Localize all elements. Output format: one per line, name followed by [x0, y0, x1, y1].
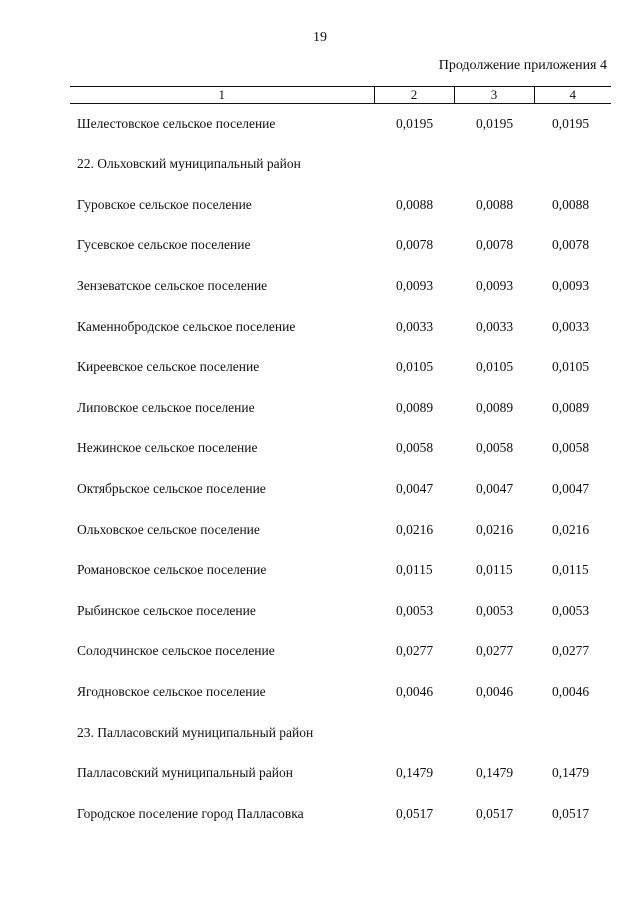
value-column-2: 0,1479: [396, 765, 434, 781]
settlement-name: Романовское сельское поселение: [77, 562, 267, 578]
value-column-2: 0,0277: [396, 643, 434, 659]
table-row: [70, 794, 611, 835]
settlement-name: Киреевское сельское поселение: [77, 359, 260, 375]
value-column-4: 0,0053: [552, 602, 590, 618]
section-heading: 23. Палласовский муниципальный район: [77, 724, 314, 740]
value-column-4: 0,0093: [552, 278, 590, 294]
value-column-2: 0,0033: [396, 318, 434, 334]
section-heading-row: [70, 144, 611, 185]
column-header-1: 1: [70, 87, 374, 104]
value-column-3: 0,0115: [476, 562, 513, 578]
value-column-3: 0,0053: [476, 602, 514, 618]
value-column-4: 0,0216: [552, 521, 590, 537]
table-row: [70, 185, 611, 226]
table-body: [70, 104, 611, 835]
value-column-2: 0,0216: [396, 521, 434, 537]
settlement-name: Палласовский муниципальный район: [77, 765, 293, 781]
value-column-2: 0,0058: [396, 440, 434, 456]
value-column-4: 0,0047: [552, 481, 590, 497]
table-row: [70, 753, 611, 794]
settlement-name: Нежинское сельское поселение: [77, 440, 258, 456]
table-row: [70, 631, 611, 672]
value-column-3: 0,0517: [476, 805, 514, 821]
value-column-4: 0,0088: [552, 196, 590, 212]
table-row: [70, 428, 611, 469]
value-column-3: 0,0277: [476, 643, 514, 659]
allocation-table: [70, 86, 611, 834]
value-column-2: 0,0047: [396, 481, 434, 497]
settlement-name: Каменнобродское сельское поселение: [77, 318, 296, 334]
value-column-4: 0,0115: [552, 562, 589, 578]
value-column-4: 0,0277: [552, 643, 590, 659]
table-row: [70, 550, 611, 591]
value-column-4: 0,0517: [552, 805, 590, 821]
table-row: [70, 672, 611, 713]
value-column-4: 0,0078: [552, 237, 590, 253]
value-column-3: 0,0195: [476, 116, 514, 131]
value-column-3: 0,0088: [476, 196, 514, 212]
settlement-name: Ольховское сельское поселение: [77, 521, 260, 537]
value-column-2: 0,0053: [396, 602, 434, 618]
value-column-3: 0,0058: [476, 440, 514, 456]
settlement-name: Октябрьское сельское поселение: [77, 481, 266, 497]
table-row: [70, 266, 611, 307]
value-column-4: 0,0089: [552, 399, 590, 415]
value-column-4: 0,0033: [552, 318, 590, 334]
value-column-3: 0,1479: [476, 765, 514, 781]
page-number: 19: [313, 30, 327, 45]
value-column-2: 0,0517: [396, 805, 434, 821]
table-row: [70, 388, 611, 429]
continuation-label: Продолжение приложения 4: [438, 58, 607, 73]
settlement-name: Липовское сельское поселение: [77, 399, 255, 415]
settlement-name: Гусевское сельское поселение: [77, 237, 251, 253]
value-column-3: 0,0089: [476, 399, 514, 415]
value-column-3: 0,0033: [476, 318, 514, 334]
section-heading-row: [70, 712, 611, 753]
value-column-4: 0,0195: [552, 116, 590, 131]
table-row: [70, 306, 611, 347]
value-column-2: 0,0046: [396, 684, 434, 700]
value-column-4: 0,0105: [552, 359, 590, 375]
table-row: [70, 591, 611, 632]
settlement-name: Рыбинское сельское поселение: [77, 602, 256, 618]
value-column-3: 0,0105: [476, 359, 514, 375]
value-column-2: 0,0195: [396, 116, 434, 131]
value-column-3: 0,0078: [476, 237, 514, 253]
value-column-3: 0,0216: [476, 521, 514, 537]
value-column-2: 0,0105: [396, 359, 434, 375]
settlement-name: Гуровское сельское поселение: [77, 196, 252, 212]
settlement-name: Шелестовское сельское поселение: [77, 116, 276, 131]
value-column-4: 0,1479: [552, 765, 590, 781]
table-row: [70, 509, 611, 550]
table-header-row: [70, 87, 611, 104]
settlement-name: Зензеватское сельское поселение: [77, 278, 268, 294]
table-row: [70, 347, 611, 388]
settlement-name: Городское поселение город Палласовка: [77, 805, 304, 821]
column-header-4: 4: [534, 87, 611, 104]
value-column-2: 0,0115: [396, 562, 433, 578]
value-column-4: 0,0046: [552, 684, 590, 700]
table-row: [70, 225, 611, 266]
column-header-3: 3: [454, 87, 534, 104]
settlement-name: Солодчинское сельское поселение: [77, 643, 275, 659]
value-column-2: 0,0078: [396, 237, 434, 253]
value-column-2: 0,0089: [396, 399, 434, 415]
value-column-3: 0,0046: [476, 684, 514, 700]
value-column-2: 0,0088: [396, 196, 434, 212]
settlement-name: Ягодновское сельское поселение: [77, 684, 266, 700]
value-column-4: 0,0058: [552, 440, 590, 456]
table-row: [70, 469, 611, 510]
column-header-2: 2: [374, 87, 454, 104]
value-column-3: 0,0093: [476, 278, 514, 294]
section-heading: 22. Ольховский муниципальный район: [77, 156, 301, 172]
value-column-2: 0,0093: [396, 278, 434, 294]
table-row: [70, 104, 611, 145]
value-column-3: 0,0047: [476, 481, 514, 497]
